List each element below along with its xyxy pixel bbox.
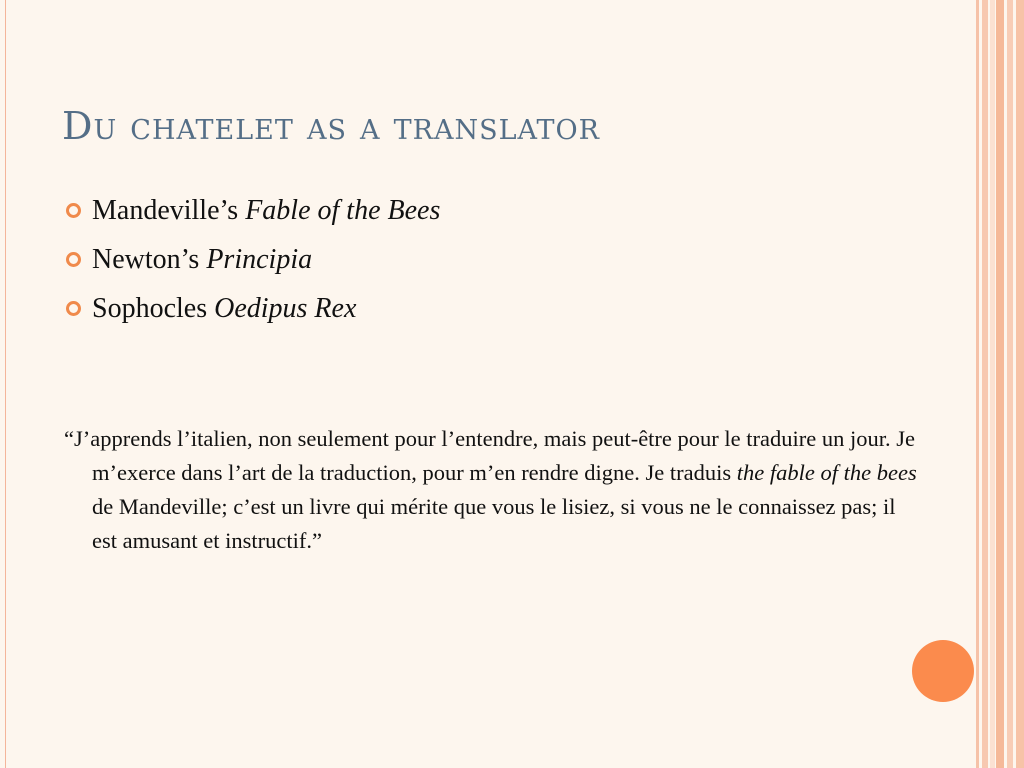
orange-circle-icon: [912, 640, 974, 702]
bullet-item: [66, 284, 440, 333]
right-stripe: [976, 0, 979, 768]
quote-book-title: the fable of the bees: [736, 460, 917, 485]
bullet-prefix: Mandeville’s: [92, 194, 239, 226]
ring-bullet-icon: [66, 301, 81, 316]
bullet-list: [66, 186, 440, 333]
bullet-title: Fable of the Bees: [245, 194, 441, 226]
bullet-title: Oedipus Rex: [214, 292, 357, 324]
quote-text-start: “J’apprends l’italien, non seulement pour l’entendre, mais peut-être pour le traduire un jour. Je m’exerce dans l’art de la traduction, pour m’en rendre digne. Je traduis: [64, 426, 915, 485]
bullet-title: Principia: [206, 243, 313, 275]
right-stripe: [1016, 0, 1024, 768]
right-stripe: [1007, 0, 1013, 768]
bullet-item: [66, 186, 440, 235]
bullet-prefix: Newton’s: [92, 243, 200, 275]
quote-text-end: de Mandeville; c’est un livre qui mérite que vous le lisiez, si vous ne le connaissez pas; il est amusant et instructif.”: [92, 494, 896, 553]
ring-bullet-icon: [66, 203, 81, 218]
bullet-item: [66, 235, 440, 284]
bullet-prefix: Sophocles: [92, 292, 208, 324]
slide-title: Du chatelet as a translator: [62, 104, 601, 148]
right-stripe: [982, 0, 988, 768]
quote-paragraph: [64, 422, 922, 558]
right-stripe: [990, 0, 995, 768]
left-border-line: [5, 0, 6, 768]
right-stripe: [996, 0, 1004, 768]
ring-bullet-icon: [66, 252, 81, 267]
